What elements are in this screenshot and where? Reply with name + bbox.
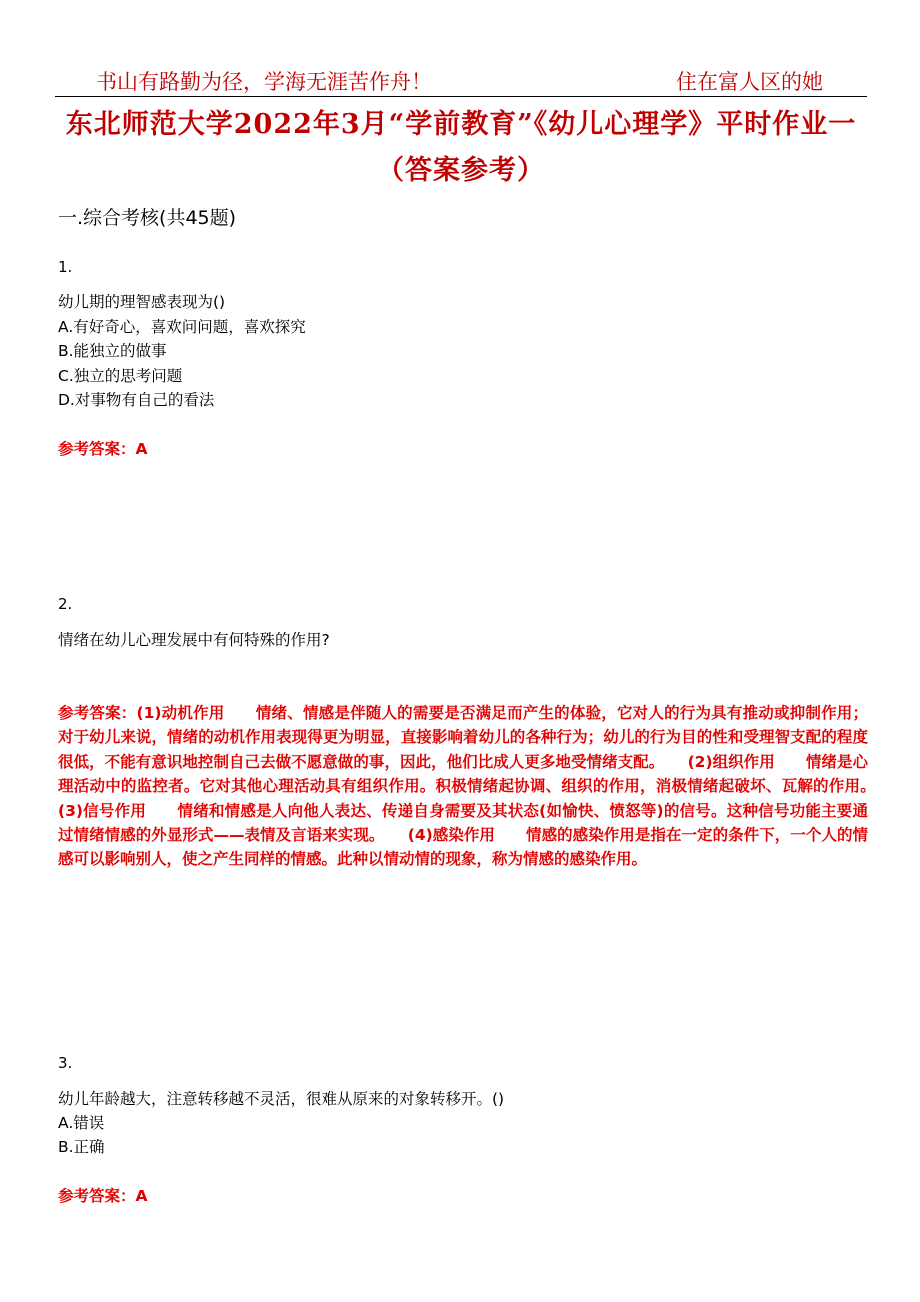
header-divider bbox=[55, 96, 867, 97]
header-author: 住在富人区的她 bbox=[676, 70, 823, 94]
question-1-option-d: D.对事物有自己的看法 bbox=[58, 391, 215, 409]
question-2-stem: 情绪在幼儿心理发展中有何特殊的作用? bbox=[58, 631, 330, 649]
question-2-number: 2. bbox=[58, 595, 73, 613]
question-3-option-b: B.正确 bbox=[58, 1138, 105, 1156]
question-1-option-c: C.独立的思考问题 bbox=[58, 367, 183, 385]
header-motto: 书山有路勤为径，学海无涯苦作舟！ bbox=[96, 70, 432, 94]
question-3-stem: 幼儿年龄越大，注意转移越不灵活，很难从原来的对象转移开。() bbox=[58, 1090, 505, 1108]
section-heading: 一.综合考核(共45题) bbox=[58, 207, 237, 229]
question-3-number: 3. bbox=[58, 1054, 73, 1072]
question-1-stem: 幼儿期的理智感表现为() bbox=[58, 293, 226, 311]
question-2-answer: 参考答案：(1)动机作用 情绪、情感是伴随人的需要是否满足而产生的体验，它对人的行为具有推动或抑制作用；对于幼儿来说，情绪的动机作用表现得更为明显，直接影响着幼儿的各种行为；幼儿的行为目的性和受理智支配的程度很低，不能有意识地控制自己去做不愿意做的事，因此，他们比成人更多地受情绪支配。 (2)组织作用 情绪是心理活动中的监控者。它对其他心理活动具有组织作用。积极情绪起协调、组织的作用，消极情绪起破坏、瓦解的作用。 (3)信号作用 情绪和情感是人向他人表达、传递自身需要及其状态(如愉快、愤怒等)的信号。这种信号功能主要通过情绪情感的外显形式——表情及言语来实现。 (4)感染作用 情感的感染作用是指在一定的条件下，一个人的情感可以影响别人，使之产生同样的情感。此种以情动情的现象，称为情感的感染作用。 bbox=[58, 704, 900, 869]
question-1-number: 1. bbox=[58, 258, 73, 276]
question-3-option-a: A.错误 bbox=[58, 1114, 105, 1132]
question-1-option-b: B.能独立的做事 bbox=[58, 342, 167, 360]
question-1-option-a: A.有好奇心，喜欢问问题，喜欢探究 bbox=[58, 318, 306, 336]
document-title: 东北师范大学2022年3月“学前教育”《幼儿心理学》平时作业一（答案参考） bbox=[65, 109, 857, 186]
question-3-answer: 参考答案：A bbox=[58, 1187, 148, 1205]
question-1-answer: 参考答案：A bbox=[58, 440, 148, 458]
